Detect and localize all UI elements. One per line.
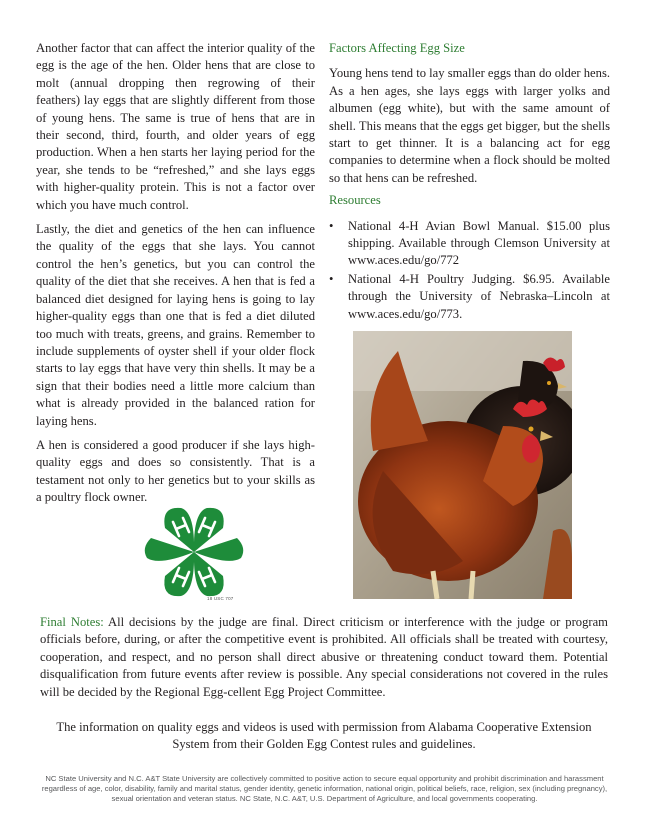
left-column: [36, 40, 315, 514]
paragraph-hen-age: Another factor that can affect the interior quality of the egg is the age of the hen. Older hens that are close to molt (annual dropping then regrowing of their feathers) lay eggs that are slightly different from those of young hens. The same is true of hens that are in their second, third, fourth, and older years of egg production. When a hen starts her laying period for the year, she tends to be “refreshed,” and she lays eggs with higher-quality protein. This is not a factor over which you have much control.: [36, 41, 315, 212]
egg-size-heading: Factors Affecting Egg Size: [329, 41, 465, 55]
emblem-code-text: 18 USC 707: [207, 596, 234, 601]
final-notes-label: Final Notes:: [40, 615, 104, 629]
final-notes-text: All decisions by the judge are final. Direct criticism or interference with the judge or program officials before, during, or after the competitive event is prohibited. All officials shall be treated with courtesy, cooperation, and respect, and no person shall direct abusive or threatening conduct toward them. Potential disqualification from future events after review is possible. Any special considerations not covered in the rules will be decided by the Regional Egg-cellent Egg Project Committee.: [40, 615, 608, 699]
hens-photo: [353, 331, 572, 599]
egg-size-text: Young hens tend to lay smaller eggs than do older hens. As a hen ages, she lays eggs with larger yolks and albumen (egg white), but with the same amount of shell. This means that the eggs get bigger, but the shells start to get thinner. It is a balancing act for egg companies to determine when a flock should be molted so that hens can be refreshed.: [329, 66, 610, 185]
paragraph-good-producer: A hen is considered a good producer if she lays high-quality eggs and does so consistently. That is a testament not only to her genetics but to your skills as a poultry flock owner.: [36, 437, 315, 505]
4h-clover-icon: [139, 500, 249, 604]
right-column: [329, 40, 610, 324]
footer-disclaimer: NC State University and N.C. A&T State University are collectively committed to positive action to secure equal opportunity and prohibit discrimination and harassment regardless of age, color, disability, family and marital status, gender identity, genetic information, national origin, political beliefs, race, religion, sex (including pregnancy), sexual orientation and veteran status. NC State, N.C. A&T, U.S. Department of Agriculture, and local governments cooperating.: [41, 774, 608, 803]
resources-list: [329, 218, 610, 323]
final-notes: [40, 614, 608, 701]
paragraph-diet-genetics: Lastly, the diet and genetics of the hen can influence the quality of the eggs that she lays. You cannot control the hen’s genetics, but you can control the quality of the diet that she receives. A hen that is fed a balanced diet designed for laying hens is going to lay higher-quality eggs than one that is fed a diet diluted too much with treats, greens, and grains. Remember to include supplements of oyster shell if your older flock starts to lay eggs that have very thin shells. It may be a sign that their bodies need a little more calcium than what is already provided in the balanced ration for laying hens.: [36, 222, 315, 428]
resource-item-avian-bowl: • National 4-H Avian Bowl Manual. $15.00 plus shipping. Available through Clemson University at www.aces.edu/go/772: [348, 218, 610, 270]
permission-text: The information on quality eggs and videos is used with permission from Alabama Cooperative Extension System from their Golden Egg Contest rules and guidelines.: [56, 720, 592, 752]
resources-heading: Resources: [329, 193, 381, 208]
resource-item-poultry-judging: • National 4-H Poultry Judging. $6.95. Available through the University of Nebraska–Lincoln at www.aces.edu/go/773.: [348, 271, 610, 323]
